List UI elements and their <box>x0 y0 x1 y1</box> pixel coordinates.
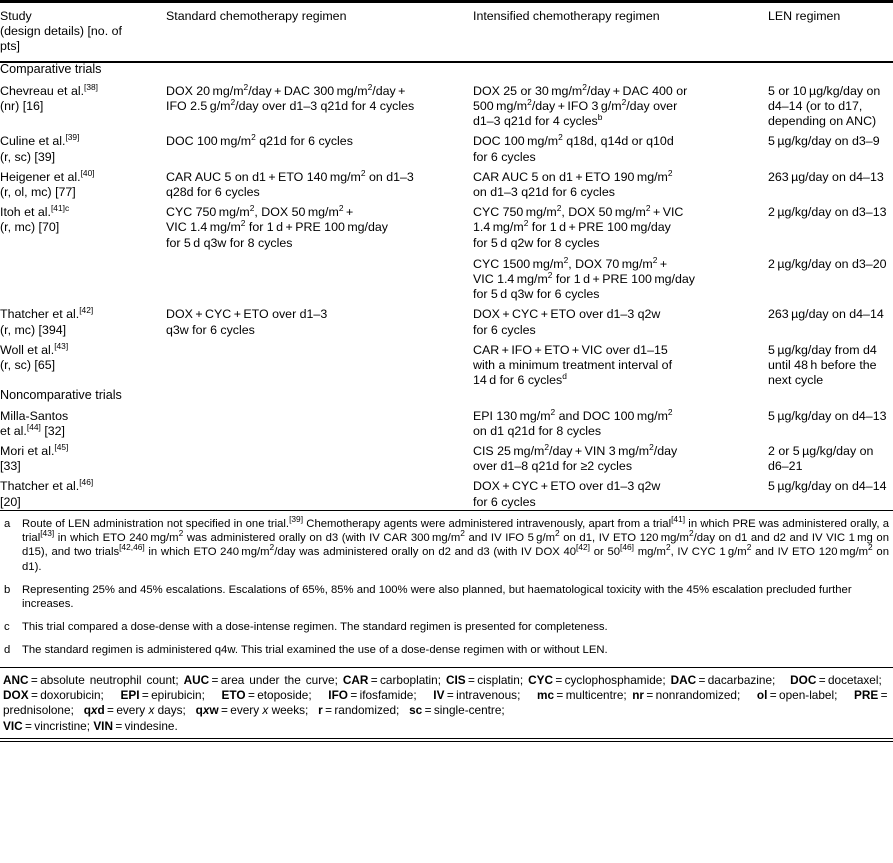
abbr-IV: IV <box>433 687 445 702</box>
cell-len-regimen: 2 or 5 µg/kg/day on d6–21 <box>768 444 874 474</box>
abbr-CYC: CYC <box>528 672 553 687</box>
abbr-CAR: CAR <box>342 672 369 687</box>
abbr-DOX: DOX <box>3 687 29 702</box>
cell-standard-regimen: DOX + CYC + ETO over d1–3 q3w for 6 cycles <box>166 307 328 337</box>
cell-standard-regimen <box>166 338 473 389</box>
cell-len-regimen: 2 µg/kg/day on d3–20 <box>768 256 887 271</box>
reference-39[interactable]: [39] <box>289 514 304 525</box>
table-row <box>0 251 893 303</box>
abbreviations-section: ANC = absolute neutrophil count; AUC = area under the curve; CAR = carboplatin; CIS = cisplatin; CYC = cyclophosphamide; DAC = dacarbazine; DOC = docetaxel; DOX = doxorubicin; EPI = epirubicin; ETO = etoposide; IFO = ifosfamide; IV = intravenous; mc = multicentre; nr = nonrandomized; ol = open-label; PRE = prednisolone; qxd = every x days; qxw = every x weeks; r = randomized; sc = single-centre; VIC = vincristine; VIN = vindesine. <box>0 667 893 735</box>
def-DOX: doxorubicin <box>40 687 101 702</box>
def-VIN: vindesine <box>124 718 175 733</box>
def-CIS: cisplatin <box>477 672 520 687</box>
table-row <box>0 129 893 164</box>
col-header-study-l3: pts] <box>0 39 20 54</box>
abbr-VIC: VIC <box>3 718 23 733</box>
reference-42[interactable]: [42] <box>576 542 591 553</box>
table-row <box>0 165 893 200</box>
cell-intensified-regimen: CYC 750 $mg/m^2$, DOX 50 $mg/m^2$ + VIC 1.4 $mg/m^2$ for 1 d + PRE 100 mg/day for 5 d q2w for 8 cycles <box>473 203 684 250</box>
section-title-comparative: Comparative trials <box>0 61 893 77</box>
abbr-CIS: CIS <box>445 672 466 687</box>
table-row <box>0 439 893 474</box>
cell-intensified-regimen: DOX + CYC + ETO over d1–3 q2w for 6 cycles <box>473 307 661 337</box>
footnote-ref-d[interactable]: d <box>562 371 567 382</box>
footnote-ref-b[interactable]: b <box>597 112 603 123</box>
abbr-mc: mc <box>537 687 555 702</box>
cell-study <box>0 404 166 439</box>
study-name: Heigener et al. <box>0 169 81 184</box>
study-design: [32] <box>44 423 65 438</box>
def-mc: multicentre <box>565 687 624 702</box>
cell-len-regimen: 263 µg/day on d4–14 <box>768 307 884 322</box>
def-CYC: cyclophosphamide <box>564 672 663 687</box>
study-design: (r, mc) [394] <box>0 322 67 337</box>
reference-46[interactable]: [46] <box>620 542 634 553</box>
abbr-qxd: qxd <box>83 703 105 718</box>
def-AUC: area under the curve <box>220 672 335 687</box>
study-reference[interactable]: [41] <box>50 203 65 214</box>
table-bottom-rule <box>0 738 893 742</box>
def-IV: intravenous <box>456 687 518 702</box>
footnote-ref-c[interactable]: c <box>64 203 70 214</box>
study-design: (nr) [16] <box>0 99 44 114</box>
abbr-r: r <box>318 703 323 718</box>
table-row <box>0 404 893 439</box>
abbr-ol: ol <box>756 687 768 702</box>
cell-intensified-regimen: CIS 25 $mg/m^2$/day + VIN 3 $mg/m^2$/day over d1–8 q21d for ≥2 cycles <box>473 441 678 474</box>
abbr-ETO: ETO <box>221 687 246 702</box>
footnote-marker: a <box>4 517 11 530</box>
cell-intensified-regimen: DOX 25 or 30 $mg/m^2$/day + DAC 400 or 500 $mg/m^2$/day + IFO 3 $g/m^2$/day over d1–3 q21d for 4 cycles$^b$ <box>473 81 688 129</box>
abbr-PRE: PRE <box>854 687 879 702</box>
footnote-text: Representing 25% and 45% escalations. Escalations of 65%, 85% and 100% were also planned, but haematological toxicity with the 45% escalation precluded further increases. <box>22 583 852 610</box>
cell-intensified-regimen: EPI 130 $mg/m^2$ and DOC 100 $mg/m^2$ on d1 q21d for 8 cycles <box>473 406 673 438</box>
cell-standard-regimen <box>166 474 473 509</box>
reference-41[interactable]: [41] <box>671 514 686 525</box>
study-reference[interactable]: [44] <box>26 421 41 432</box>
study-name: Thatcher et al. <box>0 307 80 322</box>
cell-standard-regimen <box>166 404 473 439</box>
table-row <box>0 200 893 251</box>
section-title-noncomparative: Noncomparative trials <box>0 388 122 403</box>
study-name: Chevreau et al. <box>0 83 85 98</box>
cell-study <box>0 129 166 164</box>
def-r: randomized <box>334 703 396 718</box>
table-row <box>0 338 893 389</box>
col-header-intensified: Intensified chemotherapy regimen <box>473 9 660 23</box>
def-qxw: every x weeks <box>230 703 306 718</box>
study-reference[interactable]: [43] <box>54 340 69 351</box>
footnote-marker: b <box>4 583 11 596</box>
abbr-EPI: EPI <box>120 687 140 702</box>
def-VIC: vincristine <box>34 718 87 733</box>
cell-study <box>0 251 166 303</box>
study-design: [33] <box>0 459 21 474</box>
study-design: (r, sc) [39] <box>0 149 56 164</box>
footnote-marker: c <box>4 621 10 634</box>
cell-len-regimen: 263 µg/day on d4–13 <box>768 169 884 184</box>
footnote-c <box>0 620 893 634</box>
cell-intensified-regimen: DOX + CYC + ETO over d1–3 q2w for 6 cycles <box>473 479 661 509</box>
reference-42-46[interactable]: [42,46] <box>119 542 145 553</box>
table-header-row <box>0 2 893 62</box>
cell-study <box>0 439 166 474</box>
footnotes-section <box>0 510 893 658</box>
cell-study <box>0 77 166 130</box>
cell-intensified-regimen: CAR AUC 5 on d1 + ETO 190 $mg/m^2$ on d1–3 q21d for 6 cycles <box>473 167 673 200</box>
study-name: Itoh et al. <box>0 205 51 220</box>
def-ANC: absolute neutrophil count <box>40 672 176 687</box>
study-name: Woll et al. <box>0 342 55 357</box>
cell-study <box>0 200 166 251</box>
footnote-text: The standard regimen is administered q4w. This trial examined the use of a dose-dense regimen with or without LEN. <box>22 644 608 657</box>
cell-len-regimen: 5 µg/kg/day from d4 until 48 h before the next cycle <box>768 342 877 388</box>
study-name: Culine et al. <box>0 134 66 149</box>
col-header-study <box>0 2 166 62</box>
cell-standard-regimen: DOC 100 $mg/m^2$ q21d for 6 cycles <box>166 132 353 149</box>
cell-standard-regimen <box>166 439 473 474</box>
def-qxd: every x days <box>116 703 183 718</box>
section-comparative-trials-row <box>0 61 893 77</box>
cell-len-regimen: 5 µg/kg/day on d4–13 <box>768 408 887 423</box>
col-header-study-l1: Study <box>0 9 32 23</box>
table-row <box>0 474 893 509</box>
abbr-qxw: qxw <box>195 703 219 718</box>
cell-standard-regimen: CAR AUC 5 on d1 + ETO 140 $mg/m^2$ on d1–3 q28d for 6 cycles <box>166 167 414 200</box>
abbr-IFO: IFO <box>328 687 348 702</box>
reference-43[interactable]: [43] <box>40 528 55 539</box>
abbr-nr: nr <box>632 687 645 702</box>
cell-len-regimen: 5 µg/kg/day on d4–14 <box>768 479 887 494</box>
def-DAC: dacarbazine <box>707 672 773 687</box>
def-EPI: epirubicin <box>151 687 202 702</box>
cell-study <box>0 165 166 200</box>
abbr-AUC: AUC <box>183 672 210 687</box>
cell-study <box>0 474 166 509</box>
cell-standard-regimen: CYC 750 $mg/m^2$, DOX 50 $mg/m^2$ + VIC 1.4 $mg/m^2$ for 1 d + PRE 100 mg/day for 5 d q3w for 8 cycles <box>166 203 388 250</box>
col-header-len: LEN regimen <box>768 9 841 23</box>
cell-study <box>0 302 166 337</box>
study-reference[interactable]: [46] <box>79 477 94 488</box>
def-sc: single-centre <box>433 703 502 718</box>
section-noncomparative-trials-row <box>0 388 893 403</box>
def-ol: open-label <box>779 687 835 702</box>
study-reference[interactable]: [45] <box>54 441 69 452</box>
def-nr: nonrandomized <box>655 687 737 702</box>
def-PRE: prednisolone <box>3 703 71 718</box>
table-row <box>0 77 893 130</box>
table-row <box>0 302 893 337</box>
def-CAR: carboplatin <box>380 672 438 687</box>
cell-study <box>0 338 166 389</box>
study-reference[interactable]: [42] <box>79 305 94 316</box>
study-design: [20] <box>0 494 21 509</box>
study-name-cont: et al. <box>0 423 27 438</box>
study-design: (r, sc) [65] <box>0 358 56 373</box>
cell-intensified-regimen: CAR + IFO + ETO + VIC over d1–15 with a minimum treatment interval of 14 d for 6 cycles$^d$ <box>473 342 673 388</box>
study-name: Milla-Santos <box>0 408 69 423</box>
col-header-standard: Standard chemotherapy regimen <box>166 9 347 23</box>
abbr-DOC: DOC <box>790 672 817 687</box>
abbr-sc: sc <box>409 703 423 718</box>
cell-len-regimen: 5 µg/kg/day on d3–9 <box>768 134 880 149</box>
cell-intensified-regimen: DOC 100 $mg/m^2$ q18d, q14d or q10d for 6 cycles <box>473 132 674 164</box>
def-IFO: ifosfamide <box>359 687 414 702</box>
def-ETO: etoposide <box>257 687 309 702</box>
footnote-d <box>0 643 893 657</box>
study-reference[interactable]: [39] <box>65 132 80 143</box>
def-DOC: docetaxel <box>827 672 879 687</box>
footnote-text: This trial compared a dose-dense with a dose-intense regimen. The standard regimen is presented for completeness. <box>22 621 608 634</box>
footnote-b <box>0 583 893 611</box>
cell-len-regimen: 5 or 10 µg/kg/day on d4–14 (or to d17, depending on ANC) <box>768 83 881 129</box>
study-design: (r, mc) [70] <box>0 220 60 235</box>
study-name: Thatcher et al. <box>0 479 80 494</box>
footnote-a <box>0 514 893 574</box>
abbr-DAC: DAC <box>670 672 697 687</box>
cell-standard-regimen: DOX 20 $mg/m^2$/day + DAC 300 $mg/m^2$/day + IFO 2.5 $g/m^2$/day over d1–3 q21d for 4 cycles <box>166 81 415 114</box>
cell-len-regimen: 2 µg/kg/day on d3–13 <box>768 205 887 220</box>
footnote-text: Route of LEN administration not specified in one trial.[39] Chemotherapy agents were administered intravenously, apart from a trial[41] in which PRE was administered orally, a trial[43] in which ETO 240 $mg/m^2$ was administered orally on d3 (with IV CAR 300 $mg/m^2$ and IV IFO 5 $g/m^2$ on d1, IV ETO 120 $mg/m^2$/day on d1 and d2 and IV VIC 1 mg on d15), and two trials[42,46] in which ETO 240 $mg/m^2$/day was administered orally on d2 and d3 (with IV DOX 40[42] or 50[46] $mg/m^2$, IV CYC 1 $g/m^2$ and IV ETO 120 $mg/m^2$ on d1). <box>22 514 890 573</box>
col-header-study-l2: (design details) [no. of <box>0 24 122 39</box>
study-reference[interactable]: [40] <box>80 167 95 178</box>
cell-standard-regimen <box>166 251 473 303</box>
cell-intensified-regimen: CYC 1500 $mg/m^2$, DOX 70 $mg/m^2$ + VIC 1.4 $mg/m^2$ for 1 d + PRE 100 mg/day for 5 d q3w for 6 cycles <box>473 254 695 302</box>
study-name: Mori et al. <box>0 444 55 459</box>
footnote-marker: d <box>4 644 11 657</box>
study-reference[interactable]: [38] <box>84 81 99 92</box>
abbr-VIN: VIN <box>93 718 113 733</box>
abbr-ANC: ANC <box>3 672 29 687</box>
study-design: (r, ol, mc) [77] <box>0 185 76 200</box>
